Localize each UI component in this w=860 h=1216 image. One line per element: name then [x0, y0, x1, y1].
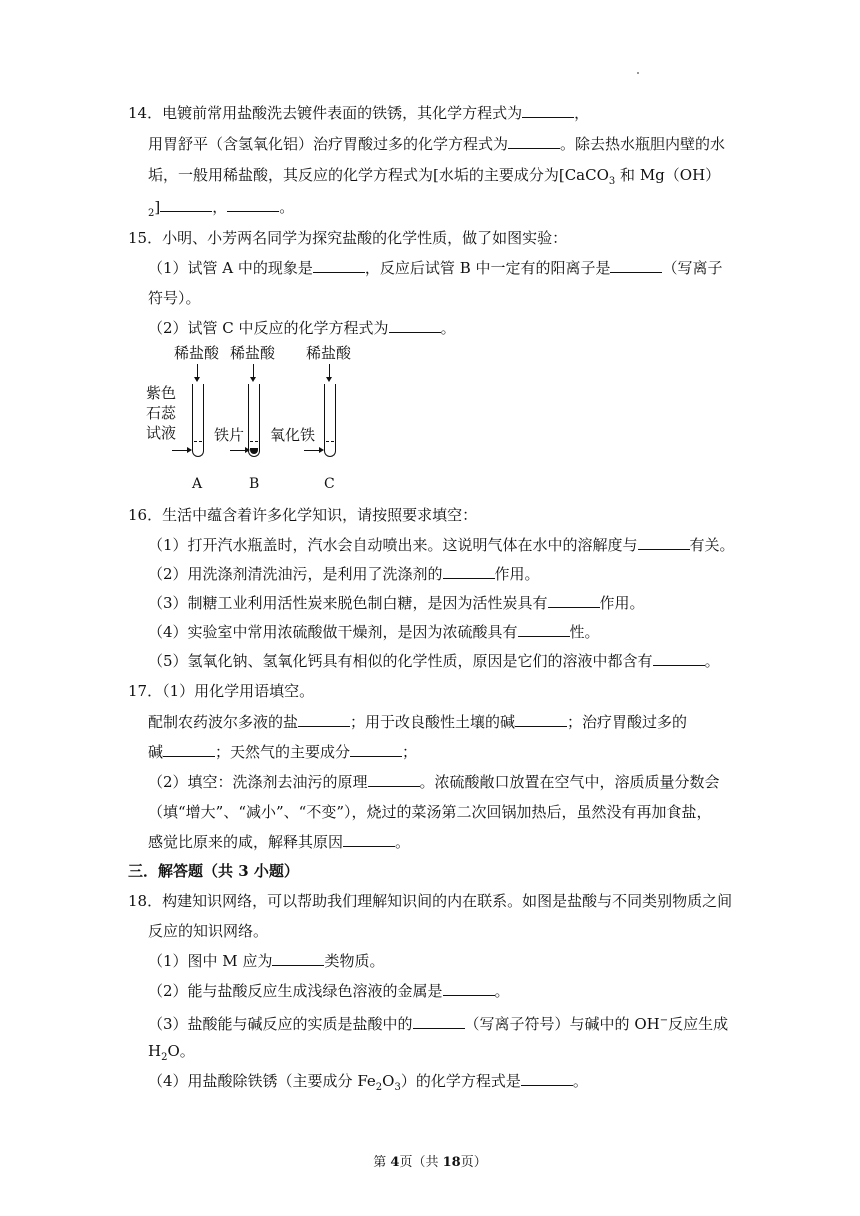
q16-part-3: （3）制糖工业利用活性炭来脱色制白糖，是因为活性炭具有 作用。 [148, 594, 645, 612]
q16-title: 16．生活中蕴含着许多化学知识，请按照要求填空： [128, 506, 478, 524]
q17-title: 17．（1）用化学用语填空。 [128, 682, 315, 700]
q15-title: 15．小明、小芳两名同学为探究盐酸的化学性质，做了如图实验： [128, 229, 568, 247]
arrow-down-icon [329, 364, 330, 379]
answer-blank[interactable] [160, 197, 212, 212]
answer-blank[interactable] [508, 134, 560, 149]
answer-blank[interactable] [227, 197, 279, 212]
answer-blank[interactable] [522, 103, 574, 118]
q18-line-2: 反应的知识网络。 [148, 922, 269, 940]
answer-blank[interactable] [413, 1014, 465, 1029]
answer-blank[interactable] [521, 1071, 573, 1086]
tube-label-a: A [192, 476, 203, 492]
arrow-right-icon [172, 450, 188, 451]
q16-part-1: （1）打开汽水瓶盖时，汽水会自动喷出来。这说明气体在水中的溶解度与 有关。 [148, 536, 735, 554]
q17-line-5: 感觉比原来的咸，解释其原因 。 [148, 833, 411, 851]
q15-part-2: （2）试管 C 中反应的化学方程式为 。 [148, 319, 456, 337]
answer-blank[interactable] [343, 832, 395, 847]
answer-blank[interactable] [443, 564, 495, 579]
arrow-down-icon [253, 364, 254, 379]
iron-sheet-label: 铁片 [214, 426, 245, 444]
q16-part-5: （5）氢氧化钠、氢氧化钙具有相似的化学性质，原因是它们的溶液中都含有 。 [148, 652, 720, 670]
q18-part-2: （2）能与盐酸反应生成浅绿色溶液的金属是 。 [148, 982, 510, 1000]
test-tube-a [192, 384, 204, 457]
test-tube-figure [146, 340, 366, 500]
q18-part-3-cont: $H_2O$。 [148, 1042, 195, 1063]
answer-blank[interactable] [163, 742, 215, 757]
q17-line-2: 碱 ；天然气的主要成分 ； [148, 743, 418, 761]
answer-blank[interactable] [272, 951, 324, 966]
test-tube-c [324, 384, 336, 457]
answer-blank[interactable] [638, 535, 690, 550]
answer-blank[interactable] [443, 981, 495, 996]
answer-blank[interactable] [515, 712, 567, 727]
answer-blank[interactable] [610, 258, 662, 273]
litmus-label-2: 石蕊 [146, 404, 177, 422]
page-footer: 第 4页（共 18页） [373, 1155, 487, 1170]
q14-line-1: 14．电镀前常用盐酸洗去镀件表面的铁锈，其化学方程式为 ， [128, 104, 590, 122]
arrow-right-icon [230, 450, 246, 451]
q17-line-1: 配制农药波尔多液的盐 ；用于改良酸性土壤的碱 ；治疗胃酸过多的 [148, 713, 688, 731]
iron-oxide-label: 氧化铁 [270, 426, 316, 444]
tube-label-b: B [249, 476, 260, 492]
q15-part-1-cont: 符号）。 [148, 289, 201, 307]
answer-blank[interactable] [653, 651, 705, 666]
answer-blank[interactable] [548, 593, 600, 608]
q16-part-2: （2）用洗涤剂清洗油污，是利用了洗涤剂的 作用。 [148, 565, 540, 583]
q18-part-4: （4）用盐酸除铁锈（主要成分 $Fe_2O_3$）的化学方程式是 。 [148, 1072, 588, 1093]
acid-label-b: 稀盐酸 [230, 344, 276, 362]
acid-label-a: 稀盐酸 [174, 344, 220, 362]
q18-part-3: （3）盐酸能与碱反应的实质是盐酸中的 （写离子符号）与碱中的 OH−反应生成 [148, 1015, 729, 1033]
answer-blank[interactable] [298, 712, 350, 727]
q14-line-2: 用胃舒平（含氢氧化铝）治疗胃酸过多的化学方程式为 。除去热水瓶胆内壁的水 [148, 135, 726, 153]
q18-line-1: 18．构建知识网络，可以帮助我们理解知识间的内在联系。如图是盐酸与不同类别物质之间 [128, 892, 733, 910]
litmus-label-1: 紫色 [146, 384, 177, 402]
answer-blank[interactable] [350, 742, 402, 757]
q14-line-3: 垢，一般用稀盐酸，其反应的化学方程式为[水垢的主要成分为[CaCO$_3$ 和 Mg（OH） [148, 166, 721, 187]
tube-label-c: C [324, 476, 335, 492]
q17-line-3: （2）填空：洗涤剂去油污的原理 。浓硫酸敞口放置在空气中，溶质质量分数会 [148, 773, 720, 791]
answer-blank[interactable] [368, 772, 420, 787]
scan-dot [637, 72, 639, 74]
acid-label-c: 稀盐酸 [306, 344, 352, 362]
q14-line-4: $_2$] ， 。 [148, 198, 295, 219]
q18-part-1: （1）图中 M 应为 类物质。 [148, 952, 385, 970]
test-tube-b [248, 384, 260, 457]
answer-blank[interactable] [518, 622, 570, 637]
q17-line-4: （填“增大”、“减小”、“不变”），烧过的菜汤第二次回锅加热后，虽然没有再加食盐， [148, 803, 712, 821]
arrow-right-icon [304, 450, 320, 451]
q16-part-4: （4）实验室中常用浓硫酸做干燥剂，是因为浓硫酸具有 性。 [148, 623, 600, 641]
arrow-down-icon [197, 364, 198, 379]
q15-part-1: （1）试管 A 中的现象是 ，反应后试管 B 中一定有的阳离子是 （写离子 [148, 259, 723, 277]
section-heading: 三．解答题（共 3 小题） [128, 862, 299, 880]
page-total: 18 [442, 1155, 461, 1170]
answer-blank[interactable] [313, 258, 365, 273]
litmus-label-3: 试液 [146, 424, 177, 442]
answer-blank[interactable] [389, 318, 441, 333]
page-number: 4 [390, 1155, 400, 1170]
